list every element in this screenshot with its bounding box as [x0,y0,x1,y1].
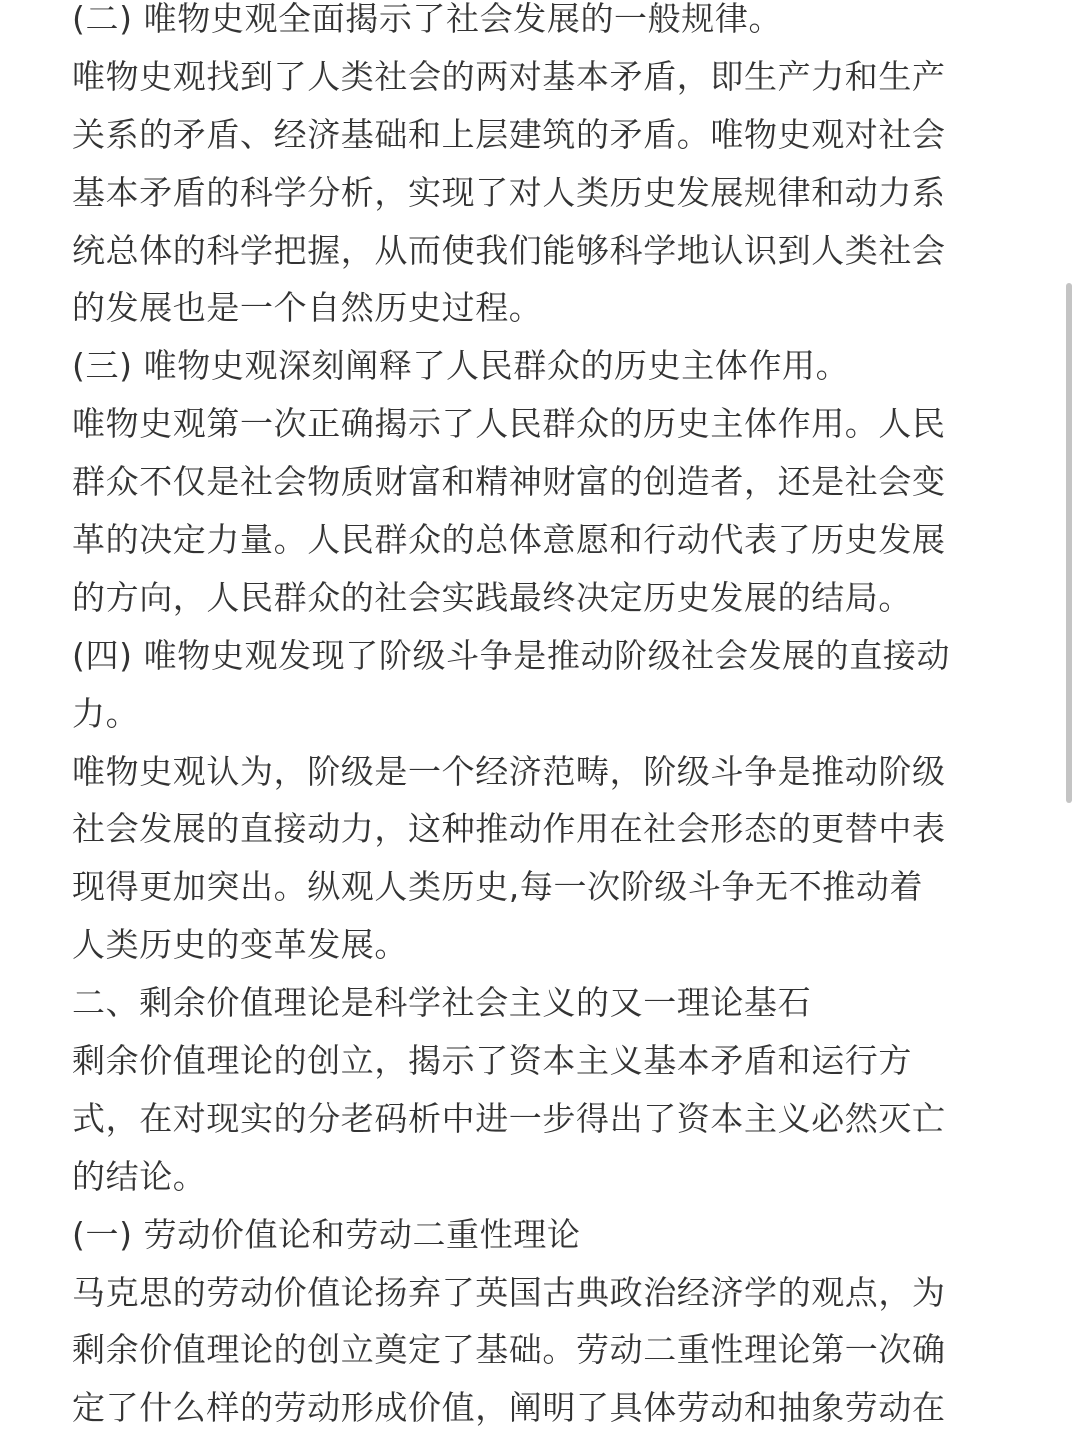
paragraph-line: 剩余价值理论的创立奠定了基础。劳动二重性理论第一次确 [72,1330,946,1370]
heading-1-2: (一) 劳动价值论和劳动二重性理论 [72,1214,581,1254]
paragraph-line: 的方向，人民群众的社会实践最终决定历史发展的结局。 [72,577,912,617]
paragraph-line: 马克思的劳动价值论扬弃了英国古典政治经济学的观点，为 [72,1272,946,1312]
heading-3-1: (三) 唯物史观深刻阐释了人民群众的历史主体作用。 [72,346,850,386]
heading-2-1: (二) 唯物史观全面揭示了社会发展的一般规律。 [72,0,783,38]
section-heading-2: 二、剩余价值理论是科学社会主义的又一理论基石 [72,983,812,1023]
paragraph-line: 的发展也是一个自然历史过程。 [72,288,543,328]
heading-4-1: (四) 唯物史观发现了阶级斗争是推动阶级社会发展的直接动 [72,635,951,675]
paragraph-line: 唯物史观第一次正确揭示了人民群众的历史主体作用。人民 [72,404,946,444]
paragraph-line: 式，在对现实的分老码析中进一步得出了资本主义必然灭亡 [72,1098,946,1138]
paragraph-line: 社会发展的直接动力，这种推动作用在社会形态的更替中表 [72,809,946,849]
paragraph-line: 统总体的科学把握，从而使我们能够科学地认识到人类社会 [72,230,946,270]
heading-4-1-cont: 力。 [72,693,140,733]
paragraph-line: 人类历史的变革发展。 [72,925,408,965]
paragraph-line: 群众不仅是社会物质财富和精神财富的创造者，还是社会变 [72,462,946,502]
document-text [72,0,1012,1437]
paragraph-line: 基本矛盾的科学分析，实现了对人类历史发展规律和动力系 [72,172,946,212]
paragraph-line: 唯物史观找到了人类社会的两对基本矛盾，即生产力和生产 [72,56,946,96]
paragraph-line: 的结论。 [72,1156,207,1196]
paragraph-line: 现得更加突出。纵观人类历史,每一次阶级斗争无不推动着 [72,867,924,907]
scrollbar-thumb[interactable] [1066,283,1072,803]
paragraph-line: 唯物史观认为，阶级是一个经济范畴，阶级斗争是推动阶级 [72,751,946,791]
paragraph-line: 剩余价值理论的创立，揭示了资本主义基本矛盾和运行方 [72,1041,912,1081]
paragraph-line: 定了什么样的劳动形成价值，阐明了具体劳动和抽象劳动在 [72,1388,946,1428]
paragraph-line: 革的决定力量。人民群众的总体意愿和行动代表了历史发展 [72,520,946,560]
paragraph-line: 关系的矛盾、经济基础和上层建筑的矛盾。唯物史观对社会 [72,114,946,154]
